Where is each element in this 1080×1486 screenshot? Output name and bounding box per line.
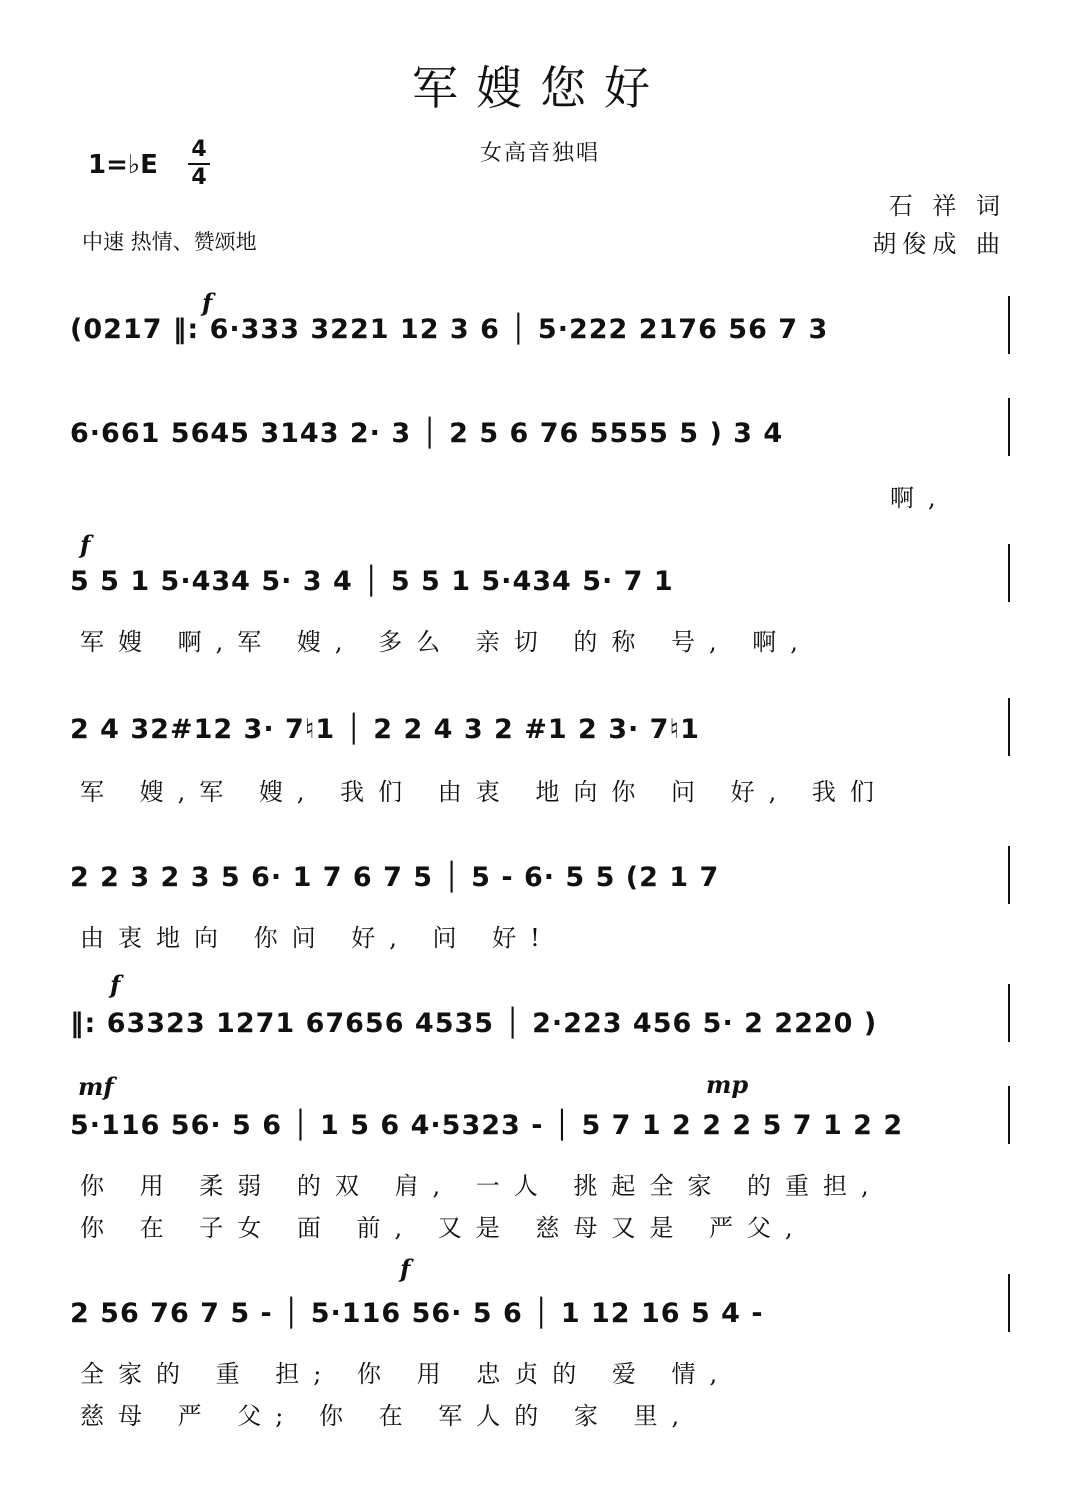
- barline: [1008, 698, 1010, 756]
- lyric-line: 啊,: [890, 484, 950, 512]
- notation-line: (0217 ‖: 6·333 3221 12 3 6 │ 5·222 2176 56 7 3: [70, 314, 829, 345]
- notation-line: 6·661 5645 3143 2· 3 │ 2 5 6 76 5555 5 ) 3 4: [70, 418, 784, 449]
- notation-line: 2 4 32#12 3· 7♮1 │ 2 2 4 3 2 #1 2 3· 7♮1: [70, 714, 700, 745]
- lyric-line: 由衷地向 你问 好, 问 好!: [80, 924, 554, 952]
- time-signature-bottom: 4: [191, 165, 207, 190]
- dynamic-mark: f: [400, 1254, 411, 1283]
- lyric-line: 军 嫂,军 嫂, 我们 由衷 地向你 问 好, 我们: [80, 778, 888, 806]
- tempo-marking: 中速 热情、赞颂地: [82, 230, 257, 254]
- barline: [1008, 398, 1010, 456]
- barline: [1008, 296, 1010, 354]
- lyric-line: 军嫂 啊,军 嫂, 多么 亲切 的称 号, 啊,: [80, 628, 812, 656]
- composer-credit: 胡俊成 曲: [872, 230, 1006, 258]
- lyric-line: 慈母 严 父; 你 在 军人的 家 里,: [80, 1402, 694, 1430]
- lyricist-credit: 石 祥 词: [888, 192, 1006, 220]
- time-signature: [186, 138, 212, 190]
- barline: [1008, 1086, 1010, 1144]
- song-title: 军嫂您好: [412, 61, 668, 115]
- barline: [1008, 846, 1010, 904]
- dynamic-mark: mf: [78, 1072, 114, 1101]
- notation-line: ‖: 63323 1271 67656 4535 │ 2·223 456 5· 2 2220 ): [70, 1008, 878, 1039]
- lyric-line: 你 在 子女 面 前, 又是 慈母又是 严父,: [80, 1214, 807, 1242]
- barline: [1008, 984, 1010, 1042]
- notation-line: 5·116 56· 5 6 │ 1 5 6 4·5323 - │ 5 7 1 2 2 2 5 7 1 2 2: [70, 1110, 904, 1141]
- dynamic-mark-2: mp: [706, 1070, 749, 1099]
- notation-line: 5 5 1 5·434 5· 3 4 │ 5 5 1 5·434 5· 7 1: [70, 566, 674, 597]
- song-subtitle: 女高音独唱: [479, 141, 600, 166]
- barline: [1008, 1274, 1010, 1332]
- notation-line: 2 2 3 2 3 5 6· 1 7 6 7 5 │ 5 - 6· 5 5 (2 1 7: [70, 862, 720, 893]
- dynamic-mark: f: [202, 288, 213, 317]
- notation-line: 2 56 76 7 5 - │ 5·116 56· 5 6 │ 1 12 16 5 4 -: [70, 1298, 764, 1329]
- lyric-line: 全家的 重 担; 你 用 忠贞的 爱 情,: [80, 1360, 732, 1388]
- time-signature-top: 4: [191, 137, 207, 162]
- dynamic-mark: f: [110, 970, 121, 999]
- dynamic-mark: f: [80, 530, 91, 559]
- lyric-line: 你 用 柔弱 的双 肩, 一人 挑起全家 的重担,: [80, 1172, 883, 1200]
- barline: [1008, 544, 1010, 602]
- key-signature: 1=♭E: [88, 150, 158, 180]
